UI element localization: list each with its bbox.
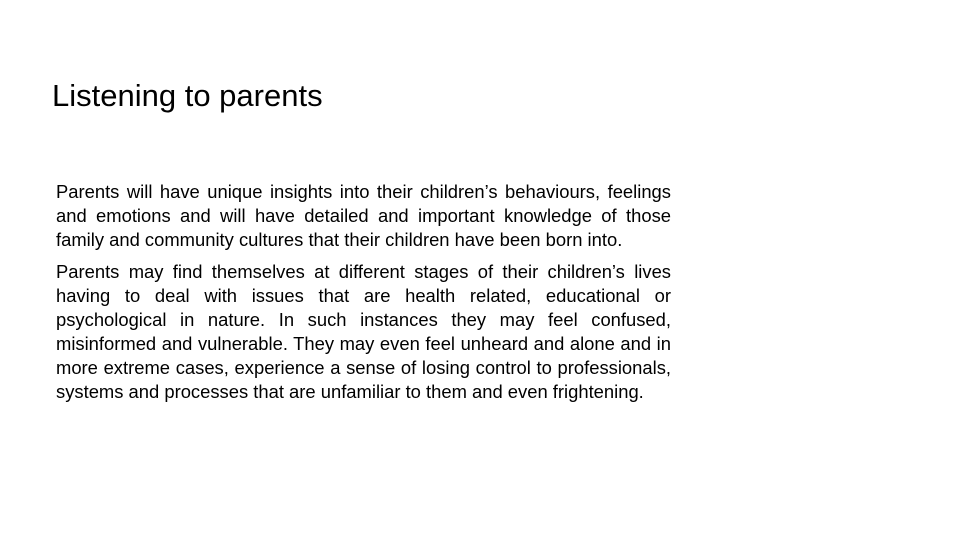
body-paragraph-1: Parents will have unique insights into their children’s behaviours, feelings and emotions and will have detailed and important knowledge of those family and community cultures that their children have been born into. [56, 181, 671, 250]
body-paragraph-2: Parents may find themselves at different stages of their children’s lives having to deal with issues that are health related, educational or psychological in nature. In such instances they may feel confused, misinformed and vulnerable. They may even feel unheard and alone and in more extreme cases, experience a sense of losing control to professionals, systems and processes that are unfamiliar to them and even frightening. [56, 261, 671, 402]
slide-body [56, 180, 671, 412]
slide-title: Listening to parents [52, 78, 323, 113]
